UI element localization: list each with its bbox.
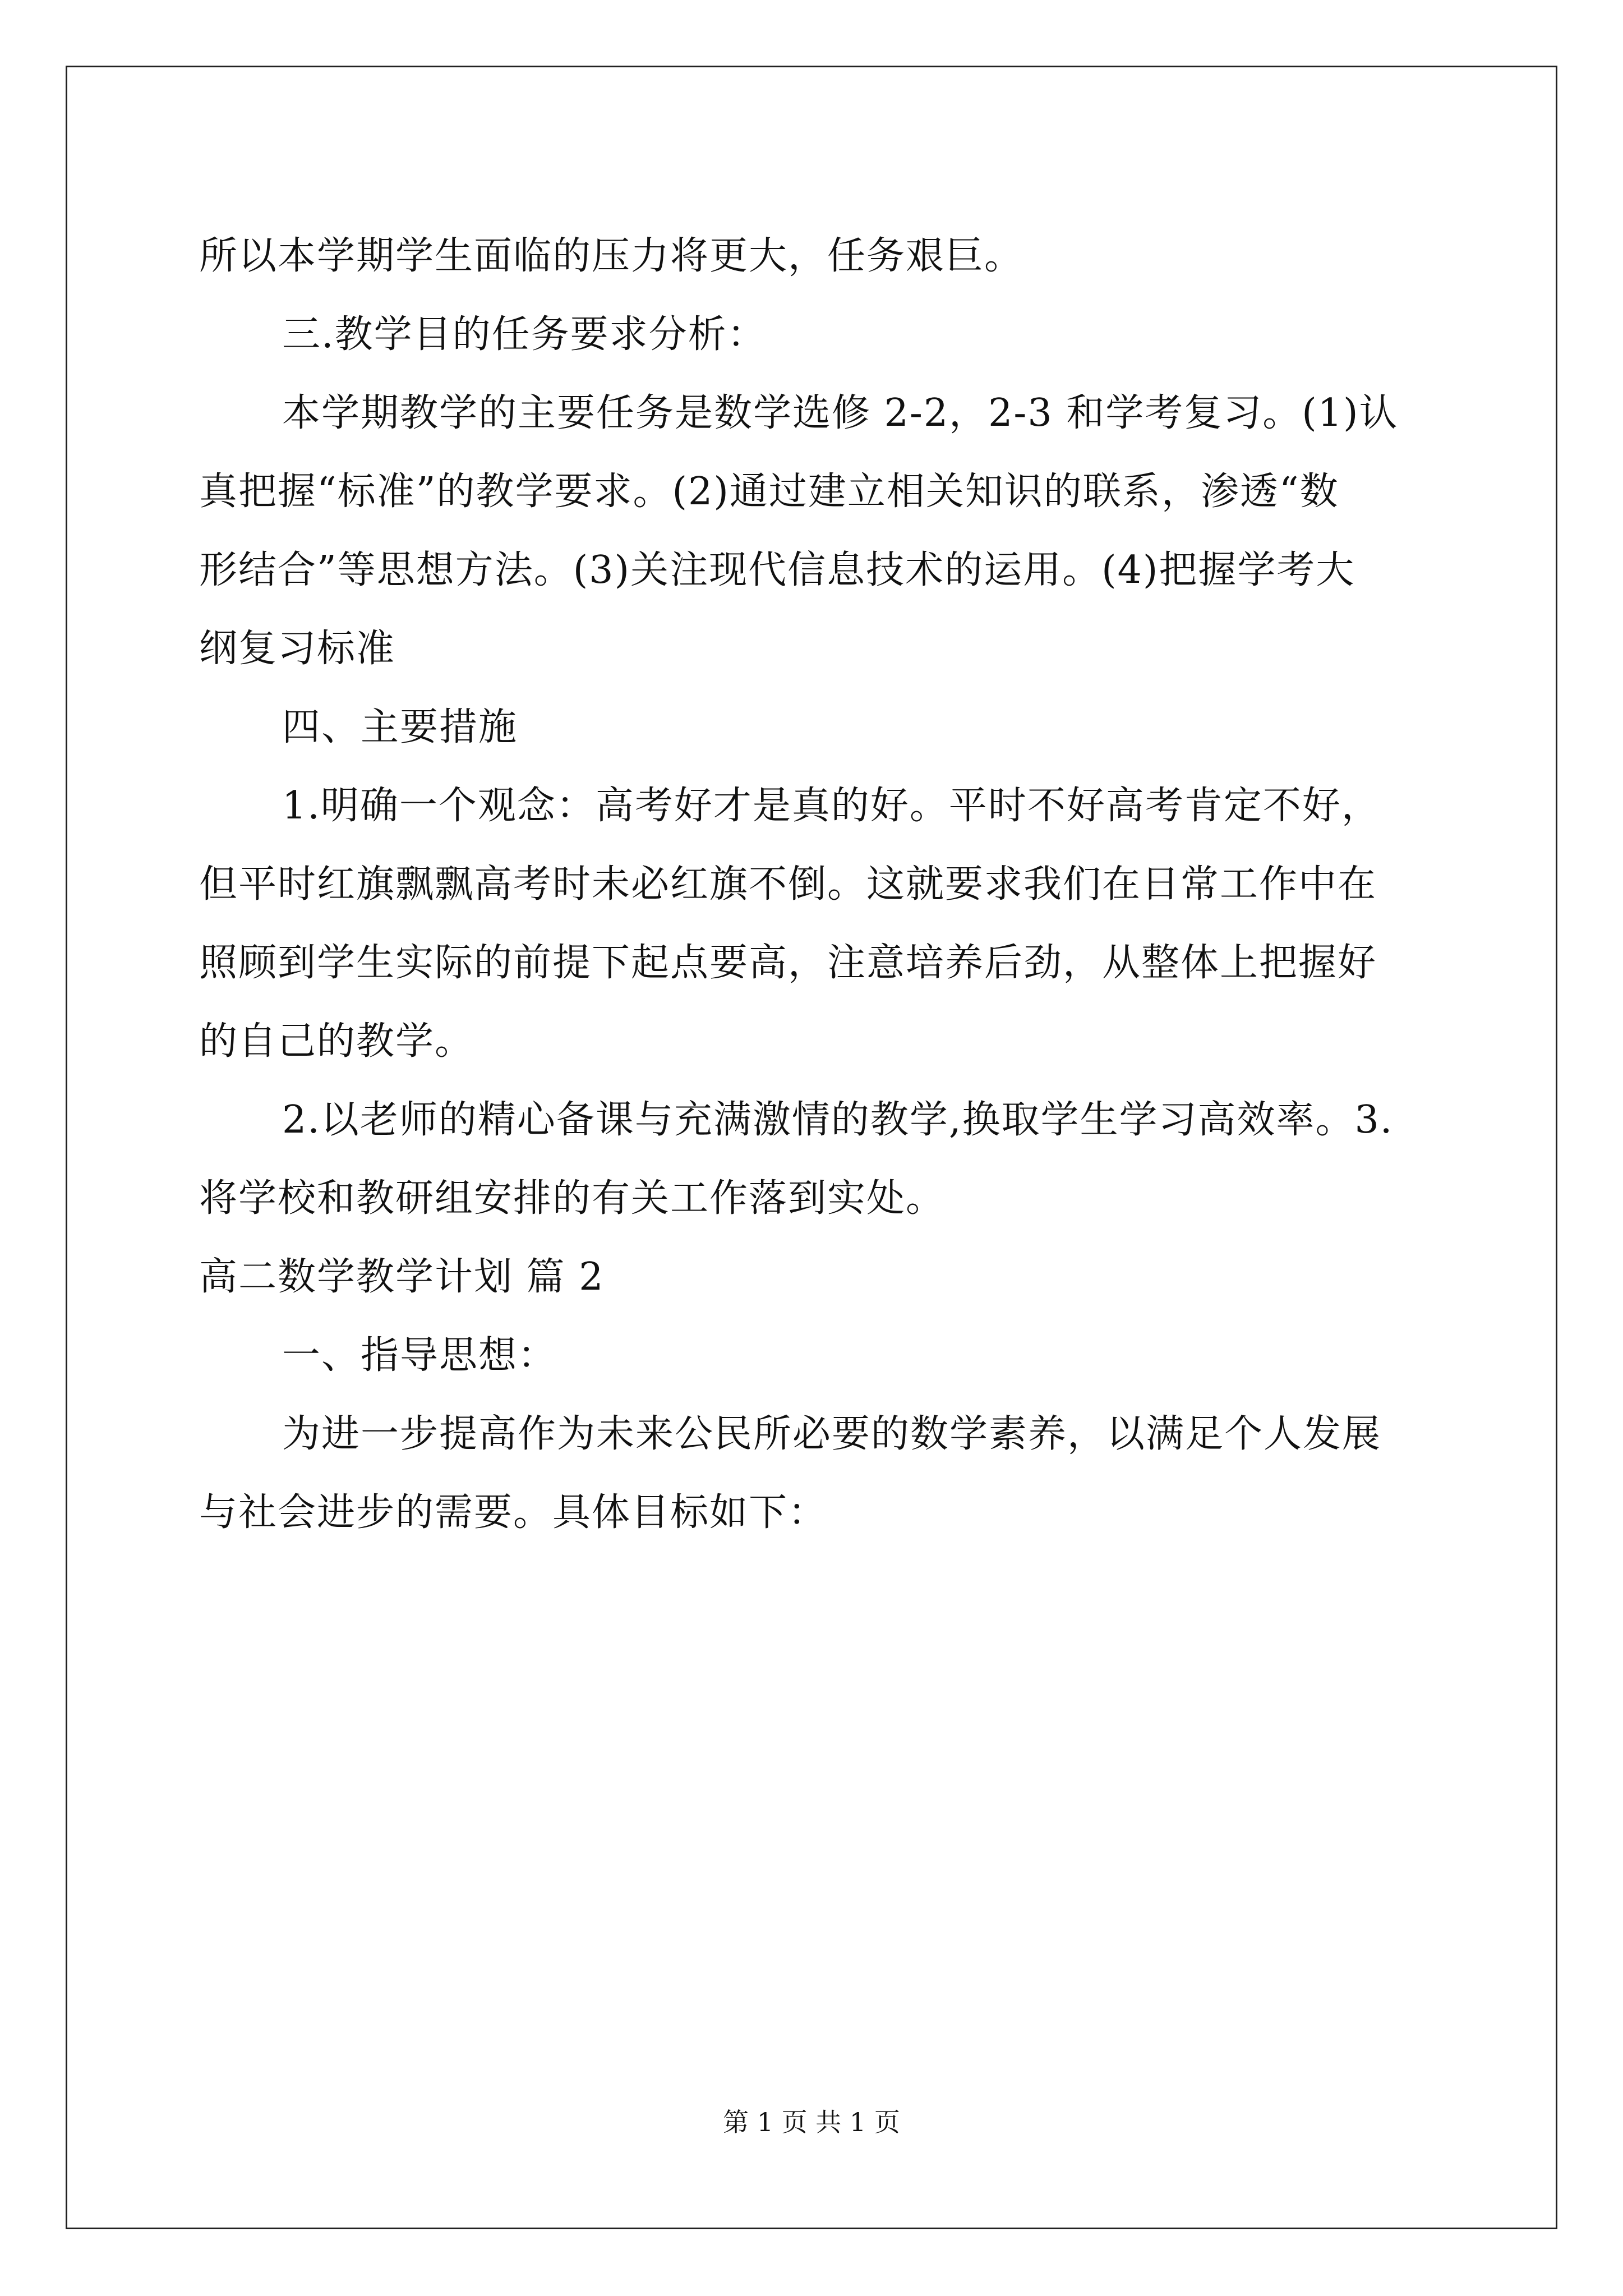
section-heading: 三.教学目的任务要求分析：: [282, 312, 767, 357]
body-text-line: 真把握“标准”的教学要求。(2)通过建立相关知识的联系，渗透“数: [199, 470, 1339, 514]
body-text-line: 1.明确一个观念：高考好才是真的好。平时不好高考肯定不好，: [282, 784, 1381, 828]
body-text-line: 为进一步提高作为未来公民所必要的数学素养，以满足个人发展: [282, 1412, 1382, 1456]
document-title: 高二数学教学计划 篇 2: [199, 1255, 605, 1299]
page-footer: 第 1 页 共 1 页: [723, 2107, 900, 2137]
body-text-line: 2.以老师的精心备课与充满激情的教学,换取学生学习高效率。3.: [282, 1098, 1394, 1142]
page-border: [66, 66, 1557, 2229]
body-text-line: 的自己的教学。: [199, 1019, 474, 1064]
body-text-line: 与社会进步的需要。具体目标如下：: [199, 1490, 828, 1535]
section-heading: 一、指导思想：: [282, 1333, 557, 1378]
body-text-line: 形结合”等思想方法。(3)关注现代信息技术的运用。(4)把握学考大: [199, 548, 1355, 592]
body-text-line: 纲复习标准: [199, 627, 396, 671]
body-text-line: 所以本学期学生面临的压力将更大，任务艰巨。: [199, 234, 1024, 278]
body-text-line: 但平时红旗飘飘高考时未必红旗不倒。这就要求我们在日常工作中在: [199, 862, 1377, 907]
section-heading: 四、主要措施: [282, 705, 518, 749]
body-text-line: 将学校和教研组安排的有关工作落到实处。: [199, 1176, 946, 1221]
body-text-line: 照顾到学生实际的前提下起点要高，注意培养后劲，从整体上把握好: [199, 941, 1377, 985]
body-text-line: 本学期教学的主要任务是数学选修 2-2，2-3 和学考复习。(1)认: [282, 391, 1399, 435]
